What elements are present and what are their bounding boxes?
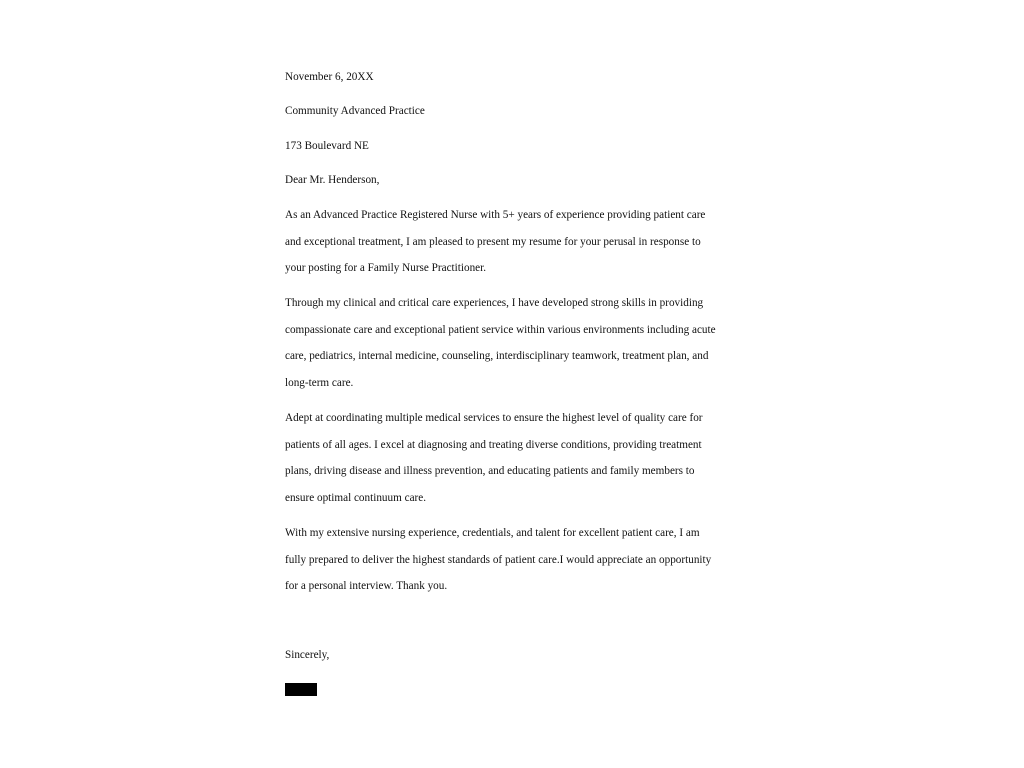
paragraph-line: With my extensive nursing experience, credentials, and talent for excellent patient care, I am	[285, 527, 700, 539]
body-paragraph-3	[285, 411, 745, 518]
body-paragraph-2	[285, 296, 745, 403]
paragraph-line: care, pediatrics, internal medicine, counseling, interdisciplinary teamwork, treatment plan, and	[285, 350, 709, 363]
paragraph-line: plans, driving disease and illness prevention, and educating patients and family members to	[285, 465, 695, 478]
paragraph-line: Through my clinical and critical care experiences, I have developed strong skills in providing	[285, 297, 704, 309]
recipient-organization: Community Advanced Practice	[285, 105, 425, 117]
letter-date: November 6, 20XX	[285, 71, 374, 83]
paragraph-line: long-term care.	[285, 377, 354, 390]
paragraph-line: and exceptional treatment, I am pleased to present my resume for your perusal in response to	[285, 235, 701, 248]
recipient-address: 173 Boulevard NE	[285, 140, 369, 152]
paragraph-line: fully prepared to deliver the highest standards of patient care.I would appreciate an opportunity	[285, 553, 712, 566]
paragraph-line: ensure optimal continuum care.	[285, 492, 427, 505]
paragraph-line: for a personal interview. Thank you.	[285, 580, 448, 593]
paragraph-line: Adept at coordinating multiple medical services to ensure the highest level of quality care for	[285, 412, 703, 424]
paragraph-line: your posting for a Family Nurse Practitioner.	[285, 262, 487, 275]
paragraph-line: patients of all ages. I excel at diagnosing and treating diverse conditions, providing treatment	[285, 438, 702, 451]
body-paragraph-1	[285, 208, 745, 288]
paragraph-line: As an Advanced Practice Registered Nurse with 5+ years of experience providing patient care	[285, 209, 706, 221]
redacted-signature-block	[285, 683, 317, 696]
body-paragraph-4	[285, 526, 745, 606]
closing: Sincerely,	[285, 649, 330, 661]
paragraph-line: compassionate care and exceptional patient service within various environments including acute	[285, 323, 716, 336]
salutation: Dear Mr. Henderson,	[285, 174, 380, 186]
